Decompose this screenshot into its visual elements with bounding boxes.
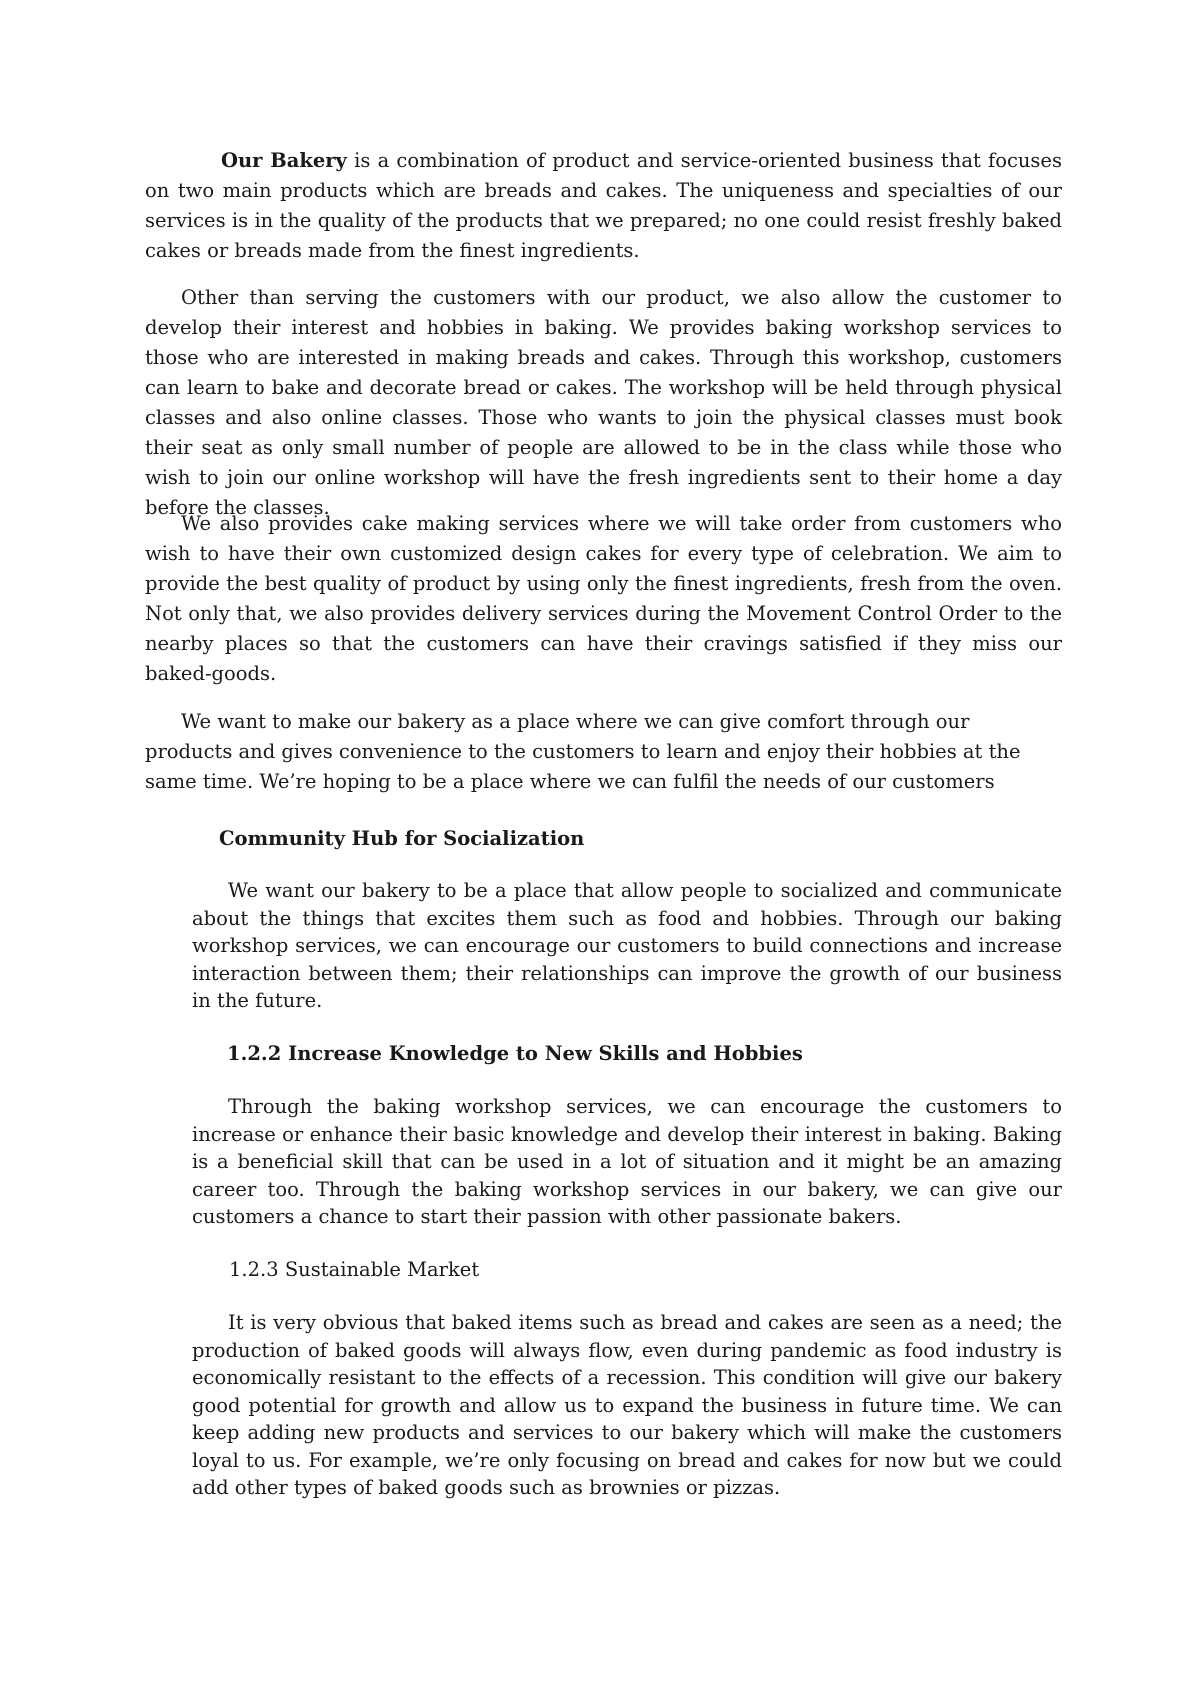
knowledge-heading: 1.2.2 Increase Knowledge to New Skills and Hobbies <box>227 1042 803 1065</box>
community-paragraph: We want our bakery to be a place that allow people to socialized and communicate about the things that excites them such as food and hobbies. Through our baking workshop services, we can encourage our customers to build connections and increase interaction between them; their relationships can improve the growth of our business in the future. <box>192 879 1062 1012</box>
goals-paragraph: We want to make our bakery as a place where we can give comfort through our products and gives convenience to the customers to learn and enjoy their hobbies at the same time. We’re hoping to be a place where we can fulfil the needs of our customers <box>145 710 1021 793</box>
workshop-paragraph: Other than serving the customers with our product, we also allow the customer to develop their interest and hobbies in baking. We provides baking workshop services to those who are interested in making breads and cakes. Through this workshop, customers can learn to bake and decorate bread or cakes. The workshop will be held through physical classes and also online classes. Those who wants to join the physical classes must book their seat as only small number of people are allowed to be in the class while those who wish to join our online workshop will have the fresh ingredients sent to their home a day before the classes. <box>145 286 1062 519</box>
intro-paragraph <box>145 146 1062 266</box>
business-name: Our Bakery <box>221 149 347 172</box>
market-paragraph: It is very obvious that baked items such as bread and cakes are seen as a need; the production of baked goods will always flow, even during pandemic as food industry is economically resistant to the effects of a recession. This condition will give our bakery good potential for growth and allow us to expand the business in future time. We can keep adding new products and services to our bakery which will make the customers loyal to us. For example, we’re only focusing on bread and cakes for now but we could add other types of baked goods such as brownies or pizzas. <box>192 1311 1062 1499</box>
knowledge-paragraph: Through the baking workshop services, we can encourage the customers to increase or enhance their basic knowledge and develop their interest in baking. Baking is a beneficial skill that can be used in a lot of situation and it might be an amazing career too. Through the baking workshop services in our bakery, we can give our customers a chance to start their passion with other passionate bakers. <box>192 1095 1062 1228</box>
intro-text: is a combination of product and service-oriented business that focuses on two main products which are breads and cakes. The uniqueness and specialties of our services is in the quality of the products that we prepared; no one could resist freshly baked cakes or breads made from the finest ingredients. <box>145 149 1062 262</box>
market-heading: 1.2.3 Sustainable Market <box>229 1258 480 1281</box>
community-heading: Community Hub for Socialization <box>219 827 585 850</box>
cake-services-paragraph: We also provides cake making services where we will take order from customers who wish to have their own customized design cakes for every type of celebration. We aim to provide the best quality of product by using only the finest ingredients, fresh from the oven. Not only that, we also provides delivery services during the Movement Control Order to the nearby places so that the customers can have their cravings satisfied if they miss our baked-goods. <box>145 512 1062 685</box>
